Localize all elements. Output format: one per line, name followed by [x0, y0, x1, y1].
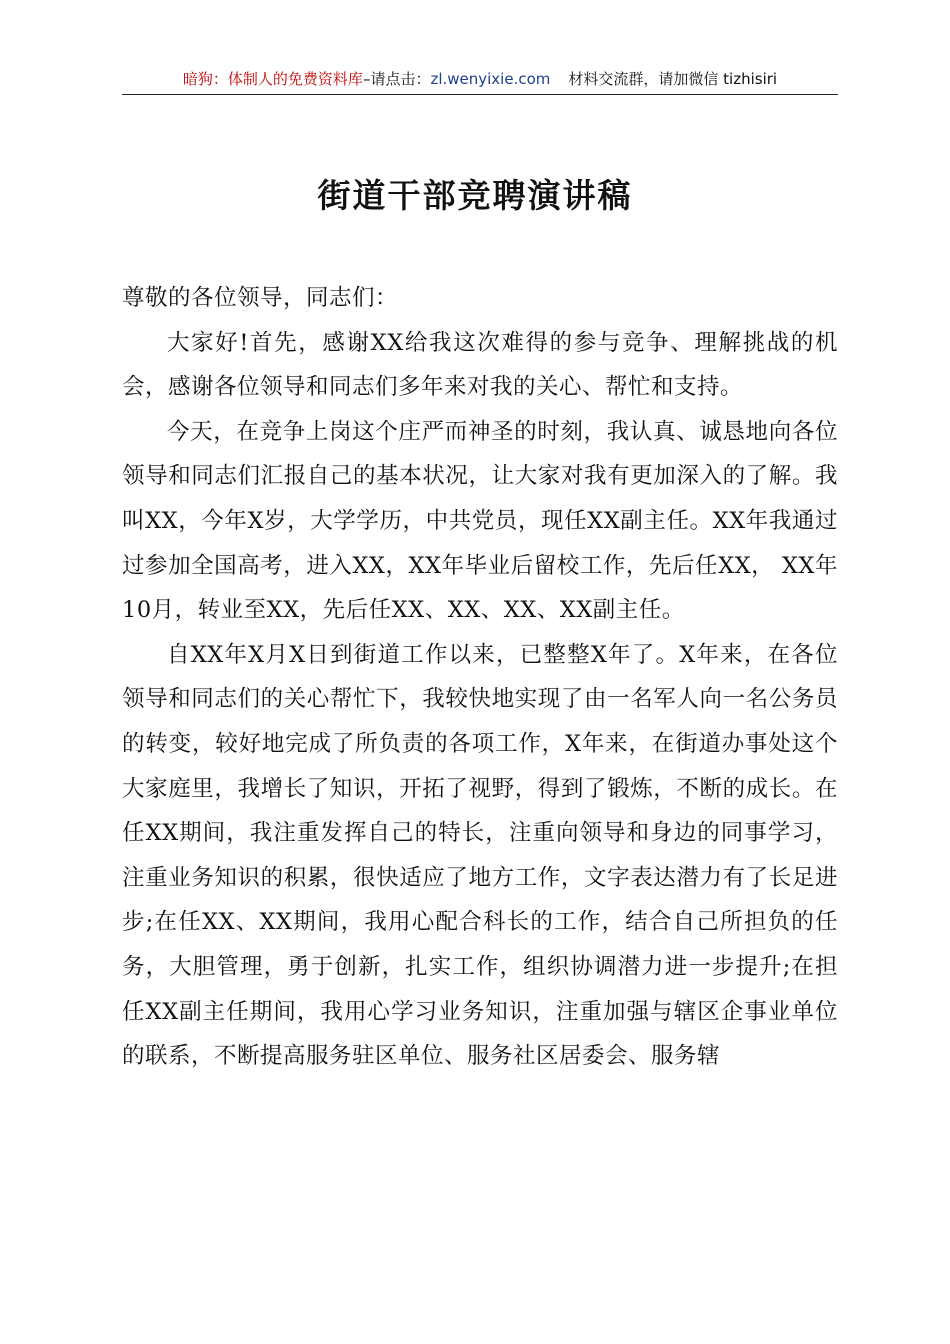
- header-wechat: 材料交流群，请加微信 tizhisiri: [568, 70, 778, 88]
- salutation: 尊敬的各位领导，同志们：: [122, 285, 399, 311]
- header-click-label: –请点击：: [362, 70, 431, 88]
- paragraph: 自XX年X月X日到街道工作以来，已整整X年了。X年来，在各位领导和同志们的关心帮忙下，我较快地实现了由一名军人向一名公务员的转变，较好地完成了所负责的各项工作，X年来，在街道办事处这个大家庭里，我增长了知识，开拓了视野，得到了锻炼，不断的成长。在任XX期间，我注重发挥自己的特长，注重向领导和身边的同事学习，注重业务知识的积累，很快适应了地方工作，文字表达潜力有了长足进步;在任XX、XX期间，我用心配合科长的工作，结合自己所担负的任务，大胆管理，勇于创新，扎实工作，组织协调潜力进一步提升;在担任XX副主任期间，我用心学习业务知识，注重加强与辖区企事业单位的联系，不断提高服务驻区单位、服务社区居委会、服务辖: [122, 641, 838, 1070]
- header-url-link[interactable]: zl.wenyixie.com: [430, 70, 551, 88]
- document-body: [122, 276, 838, 1079]
- document-title: 街道干部竞聘演讲稿: [317, 176, 633, 215]
- paragraph: 今天，在竞争上岗这个庄严而神圣的时刻，我认真、诚恳地向各位领导和同志们汇报自己的基本状况，让大家对我有更加深入的了解。我叫XX，今年X岁，大学学历，中共党员，现任XX副主任。XX年我通过过参加全国高考，进入XX，XX年毕业后留校工作，先后任XX， XX年10月，转业至XX，先后任XX、XX、XX、XX副主任。: [122, 418, 838, 624]
- page-header: [122, 64, 838, 95]
- header-brand: 暗狗：体制人的免费资料库: [182, 70, 363, 88]
- paragraph: 大家好!首先，感谢XX给我这次难得的参与竞争、理解挑战的机会，感谢各位领导和同志们多年来对我的关心、帮忙和支持。: [122, 329, 838, 401]
